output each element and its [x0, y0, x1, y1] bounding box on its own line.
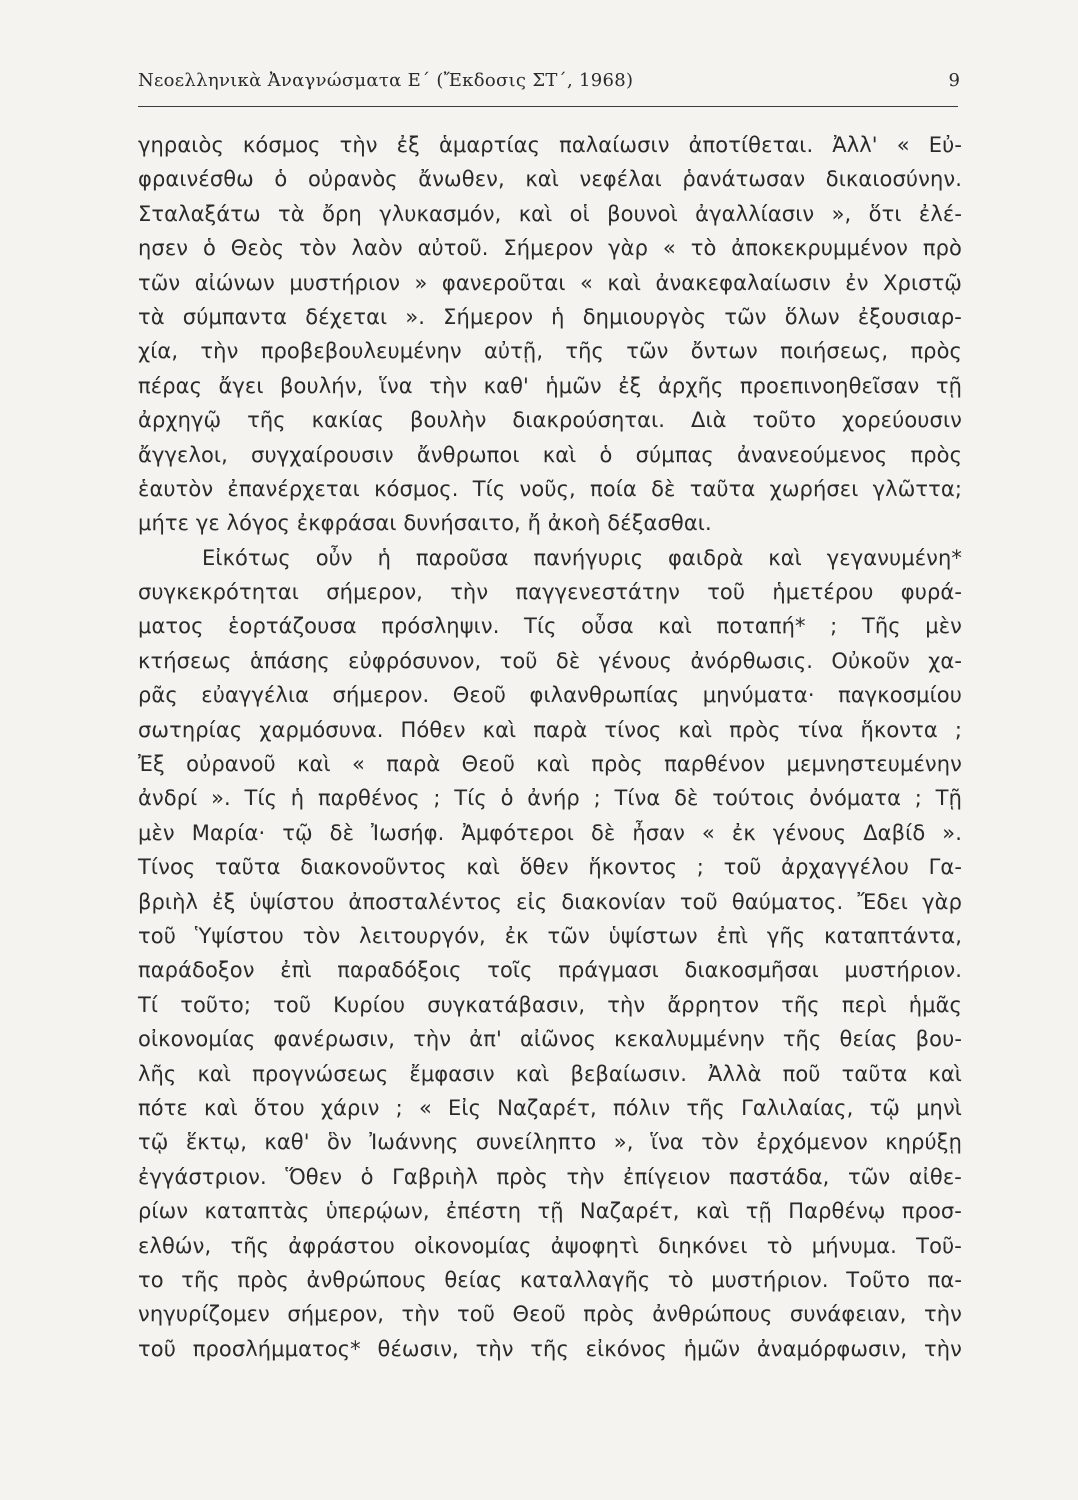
text-line: τὰ σύμπαντα δέχεται ». Σήμερον ἡ δημιουργὸς τῶν ὅλων ἐξουσιαρ-: [138, 304, 962, 329]
paragraph-end-line: μήτε γε λόγος ἐκφράσαι δυνήσαιτο, ἤ ἀκοὴ δέξασθαι.: [138, 511, 712, 536]
text-line: χία, τὴν προβεβουλευμένην αὐτῇ, τῆς τῶν ὄντων ποιήσεως, πρὸς: [138, 339, 962, 364]
text-line: κτήσεως ἁπάσης εὐφρόσυνον, τοῦ δὲ γένους ἀνόρθωσις. Οὐκοῦν χα-: [138, 648, 962, 673]
text-line: Τί τοῦτο; τοῦ Κυρίου συγκατάβασιν, τὴν ἄρρητον τῆς περὶ ἡμᾶς: [138, 992, 962, 1017]
text-line: Σταλαξάτω τὰ ὄρη γλυκασμόν, καὶ οἱ βουνοὶ ἀγαλλίασιν », ὅτι ἐλέ-: [138, 201, 962, 226]
running-header-title: Νεοελληνικὰ Ἀναγνώσματα Ε΄ (Ἔκδοσις ΣΤ΄, 1968): [138, 70, 634, 91]
running-header: [138, 70, 960, 100]
text-line: ἄγγελοι, συγχαίρουσιν ἄνθρωποι καὶ ὁ σύμπας ἀνανεούμενος πρὸς: [138, 442, 962, 467]
text-line: τοῦ προσλήμματος* θέωσιν, τὴν τῆς εἰκόνος ἡμῶν ἀναμόρφωσιν, τὴν: [138, 1336, 962, 1361]
header-rule: [138, 106, 958, 107]
text-line: Ἐξ οὐρανοῦ καὶ « παρὰ Θεοῦ καὶ πρὸς παρθένον μεμνηστευμένην: [138, 752, 962, 777]
text-line: συγκεκρότηται σήμερον, τὴν παγγενεστάτην τοῦ ἡμετέρου φυρά-: [138, 580, 962, 605]
text-line: σωτηρίας χαρμόσυνα. Πόθεν καὶ παρὰ τίνος καὶ πρὸς τίνα ἥκοντα ;: [138, 717, 962, 742]
text-line: τῷ ἕκτῳ, καθ' ὃν Ἰωάννης συνείληπτο », ἵνα τὸν ἐρχόμενον κηρύξῃ: [138, 1130, 962, 1155]
text-line: παράδοξον ἐπὶ παραδόξοις τοῖς πράγμασι διακοσμῆσαι μυστήριον.: [138, 958, 962, 983]
text-line: λῆς καὶ προγνώσεως ἔμφασιν καὶ βεβαίωσιν. Ἀλλὰ ποῦ ταῦτα καὶ: [138, 1061, 962, 1086]
text-line: τῶν αἰώνων μυστήριον » φανεροῦται « καὶ ἀνακεφαλαίωσιν ἐν Χριστῷ: [138, 270, 962, 295]
text-line: νηγυρίζομεν σήμερον, τὴν τοῦ Θεοῦ πρὸς ἀνθρώπους συνάφειαν, τὴν: [138, 1302, 962, 1327]
text-line: ρᾶς εὐαγγέλια σήμερον. Θεοῦ φιλανθρωπίας μηνύματα· παγκοσμίου: [138, 683, 962, 708]
text-line: το τῆς πρὸς ἀνθρώπους θείας καταλλαγῆς τὸ μυστήριον. Τοῦτο πα-: [138, 1267, 962, 1292]
text-line: βριὴλ ἐξ ὑψίστου ἀποσταλέντος εἰς διακονίαν τοῦ θαύματος. Ἔδει γὰρ: [138, 889, 962, 914]
text-line: ησεν ὁ Θεὸς τὸν λαὸν αὐτοῦ. Σήμερον γὰρ « τὸ ἀποκεκρυμμένον πρὸ: [138, 236, 962, 261]
text-line: πέρας ἄγει βουλήν, ἵνα τὴν καθ' ἡμῶν ἐξ ἀρχῆς προεπινοηθεῖσαν τῇ: [138, 373, 962, 398]
page-number: 9: [948, 70, 960, 91]
text-line: ελθών, τῆς ἀφράστου οἰκονομίας ἀψοφητὶ διηκόνει τὸ μήνυμα. Τοῦ-: [138, 1233, 962, 1258]
text-line: φραινέσθω ὁ οὐρανὸς ἄνωθεν, καὶ νεφέλαι ῥανάτωσαν δικαιοσύνην.: [138, 167, 962, 192]
text-line: ρίων καταπτὰς ὑπερῴων, ἐπέστη τῇ Ναζαρέτ, καὶ τῇ Παρθένῳ προσ-: [138, 1199, 962, 1224]
paragraph-start-line: Εἰκότως οὖν ἡ παροῦσα πανήγυρις φαιδρὰ καὶ γεγανυμένη*: [202, 545, 962, 570]
text-line: οἰκονομίας φανέρωσιν, τὴν ἀπ' αἰῶνος κεκαλυμμένην τῆς θείας βου-: [138, 1027, 962, 1052]
text-line: ματος ἑορτάζουσα πρόσληψιν. Τίς οὖσα καὶ ποταπή* ; Τῆς μὲν: [138, 614, 962, 639]
text-line: μὲν Μαρία· τῷ δὲ Ἰωσήφ. Ἀμφότεροι δὲ ἦσαν « ἐκ γένους Δαβίδ ».: [138, 820, 962, 845]
text-line: πότε καὶ ὅτου χάριν ; « Εἰς Ναζαρέτ, πόλιν τῆς Γαλιλαίας, τῷ μηνὶ: [138, 1095, 962, 1120]
body-text: [138, 128, 962, 1366]
text-line: ἑαυτὸν ἐπανέρχεται κόσμος. Τίς νοῦς, ποία δὲ ταῦτα χωρήσει γλῶττα;: [138, 476, 962, 501]
text-line: ἐγγάστριον. Ὅθεν ὁ Γαβριὴλ πρὸς τὴν ἐπίγειον παστάδα, τῶν αἰθε-: [138, 1164, 962, 1189]
text-line: γηραιὸς κόσμος τὴν ἐξ ἁμαρτίας παλαίωσιν ἀποτίθεται. Ἀλλ' « Εὐ-: [138, 133, 962, 157]
text-line: Τίνος ταῦτα διακονοῦντος καὶ ὅθεν ἥκοντος ; τοῦ ἀρχαγγέλου Γα-: [138, 855, 962, 880]
text-line: ἀρχηγῷ τῆς κακίας βουλὴν διακρούσηται. Διὰ τοῦτο χορεύουσιν: [138, 408, 962, 433]
text-line: τοῦ Ὑψίστου τὸν λειτουργόν, ἐκ τῶν ὑψίστων ἐπὶ γῆς καταπτάντα,: [138, 923, 962, 948]
text-line: ἀνδρί ». Τίς ἡ παρθένος ; Τίς ὁ ἀνήρ ; Τίνα δὲ τούτοις ὀνόματα ; Τῇ: [138, 786, 962, 811]
